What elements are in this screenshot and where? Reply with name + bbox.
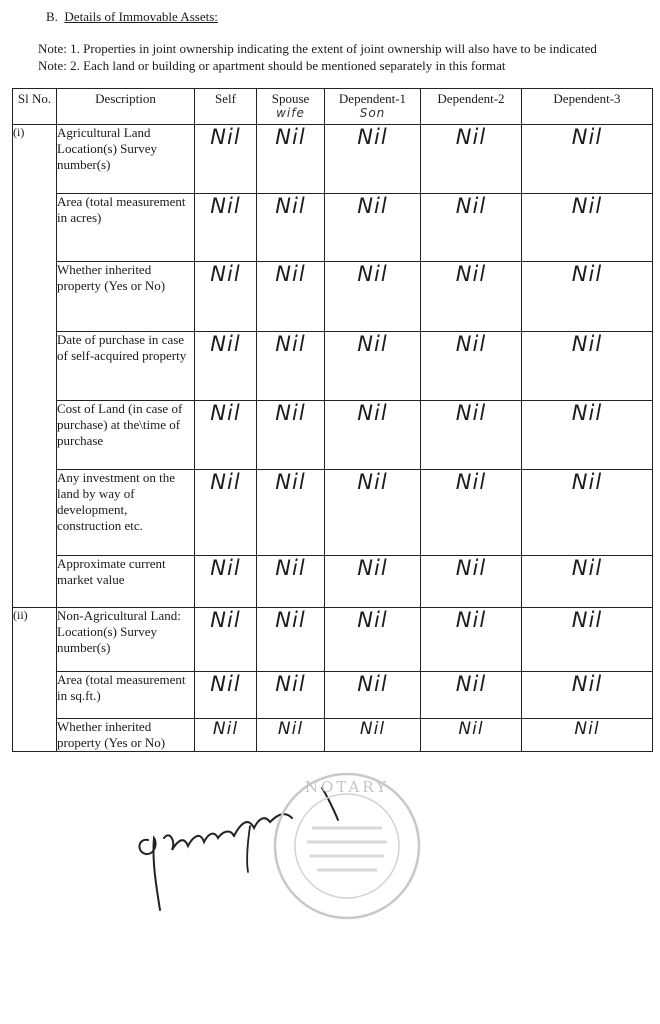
- cell-dependent-1: Nil: [325, 556, 421, 608]
- cell-dependent-3: Nil: [522, 608, 653, 672]
- table-row: [13, 470, 653, 556]
- cell-dependent-1: Nil: [325, 262, 421, 332]
- cell-dependent-1: Nil: [325, 401, 421, 470]
- cell-dependent-2: Nil: [421, 470, 522, 556]
- group-spacer: [13, 672, 57, 719]
- cell-dependent-3: Nil: [522, 556, 653, 608]
- header-spouse: [257, 89, 325, 125]
- cell-dependent-2: Nil: [421, 125, 522, 194]
- cell-spouse: Nil: [257, 401, 325, 470]
- cell-dependent-1: Nil: [325, 719, 421, 752]
- cell-dependent-3: Nil: [522, 401, 653, 470]
- row-description: Non-Agricultural Land: Location(s) Survey number(s): [57, 608, 195, 672]
- cell-spouse: Nil: [257, 556, 325, 608]
- cell-dependent-1: Nil: [325, 332, 421, 401]
- cell-self: Nil: [195, 556, 257, 608]
- row-description: Agricultural Land Location(s) Survey number(s): [57, 125, 195, 194]
- cell-dependent-2: Nil: [421, 194, 522, 262]
- group-spacer: [13, 719, 57, 752]
- cell-dependent-2: Nil: [421, 332, 522, 401]
- table-header-row: [13, 89, 653, 125]
- cell-self: Nil: [195, 194, 257, 262]
- header-spouse-label: Spouse: [271, 91, 310, 106]
- cell-dependent-1: Nil: [325, 470, 421, 556]
- header-self: Self: [195, 89, 257, 125]
- cell-self: Nil: [195, 470, 257, 556]
- table-row: [13, 332, 653, 401]
- cell-dependent-2: Nil: [421, 719, 522, 752]
- group-spacer: [13, 194, 57, 262]
- header-dependent-1-handwritten: Son: [359, 106, 386, 120]
- cell-self: Nil: [195, 125, 257, 194]
- immovable-assets-table: [12, 88, 653, 752]
- cell-spouse: Nil: [257, 125, 325, 194]
- cell-spouse: Nil: [257, 262, 325, 332]
- group-spacer: [13, 262, 57, 332]
- table-row: [13, 401, 653, 470]
- cell-dependent-2: Nil: [421, 672, 522, 719]
- cell-dependent-3: Nil: [522, 194, 653, 262]
- cell-dependent-1: Nil: [325, 608, 421, 672]
- cell-spouse: Nil: [257, 719, 325, 752]
- group-spacer: [13, 401, 57, 470]
- table-row: [13, 719, 653, 752]
- cell-dependent-3: Nil: [522, 719, 653, 752]
- header-description: Description: [57, 89, 195, 125]
- section-heading: [46, 9, 218, 25]
- cell-dependent-2: Nil: [421, 556, 522, 608]
- group-spacer: [13, 556, 57, 608]
- section-letter: B.: [46, 9, 58, 24]
- note-1: Note: 1. Properties in joint ownership indicating the extent of joint ownership will also have to be indicated: [38, 41, 597, 56]
- cell-self: Nil: [195, 608, 257, 672]
- row-description: Approximate current market value: [57, 556, 195, 608]
- table-row: [13, 262, 653, 332]
- table-row: [13, 125, 653, 194]
- cell-dependent-3: Nil: [522, 470, 653, 556]
- table-row: [13, 556, 653, 608]
- group-spacer: [13, 470, 57, 556]
- cell-self: Nil: [195, 719, 257, 752]
- group-label-ii: (ii): [13, 608, 57, 672]
- header-dependent-2: Dependent-2: [421, 89, 522, 125]
- row-description: Area (total measurement in acres): [57, 194, 195, 262]
- row-description: Any investment on the land by way of development, construction etc.: [57, 470, 195, 556]
- notary-seal: [262, 766, 432, 931]
- cell-dependent-1: Nil: [325, 672, 421, 719]
- row-description: Area (total measurement in sq.ft.): [57, 672, 195, 719]
- cell-dependent-1: Nil: [325, 125, 421, 194]
- table-row: [13, 672, 653, 719]
- row-description: Date of purchase in case of self-acquired property: [57, 332, 195, 401]
- cell-dependent-2: Nil: [421, 401, 522, 470]
- group-label-i: (i): [13, 125, 57, 194]
- cell-dependent-3: Nil: [522, 262, 653, 332]
- group-spacer: [13, 332, 57, 401]
- cell-dependent-3: Nil: [522, 672, 653, 719]
- row-description: Cost of Land (in case of purchase) at the\time of purchase: [57, 401, 195, 470]
- header-dependent-1: [325, 89, 421, 125]
- svg-text:NOTARY: NOTARY: [304, 778, 390, 796]
- header-dependent-1-label: Dependent-1: [338, 91, 407, 106]
- cell-spouse: Nil: [257, 608, 325, 672]
- header-dependent-3: Dependent-3: [522, 89, 653, 125]
- header-sl: Sl No.: [13, 89, 57, 125]
- row-description: Whether inherited property (Yes or No): [57, 719, 195, 752]
- cell-dependent-2: Nil: [421, 262, 522, 332]
- cell-spouse: Nil: [257, 470, 325, 556]
- cell-dependent-3: Nil: [522, 332, 653, 401]
- cell-spouse: Nil: [257, 672, 325, 719]
- cell-self: Nil: [195, 672, 257, 719]
- note-2: Note: 2. Each land or building or apartment should be mentioned separately in this format: [38, 58, 506, 73]
- table-row: [13, 608, 653, 672]
- row-description: Whether inherited property (Yes or No): [57, 262, 195, 332]
- cell-spouse: Nil: [257, 194, 325, 262]
- cell-dependent-1: Nil: [325, 194, 421, 262]
- cell-dependent-2: Nil: [421, 608, 522, 672]
- header-spouse-handwritten: wife: [276, 106, 305, 120]
- cell-self: Nil: [195, 332, 257, 401]
- cell-self: Nil: [195, 401, 257, 470]
- cell-self: Nil: [195, 262, 257, 332]
- table-row: [13, 194, 653, 262]
- cell-spouse: Nil: [257, 332, 325, 401]
- cell-dependent-3: Nil: [522, 125, 653, 194]
- section-title: Details of Immovable Assets:: [64, 9, 218, 24]
